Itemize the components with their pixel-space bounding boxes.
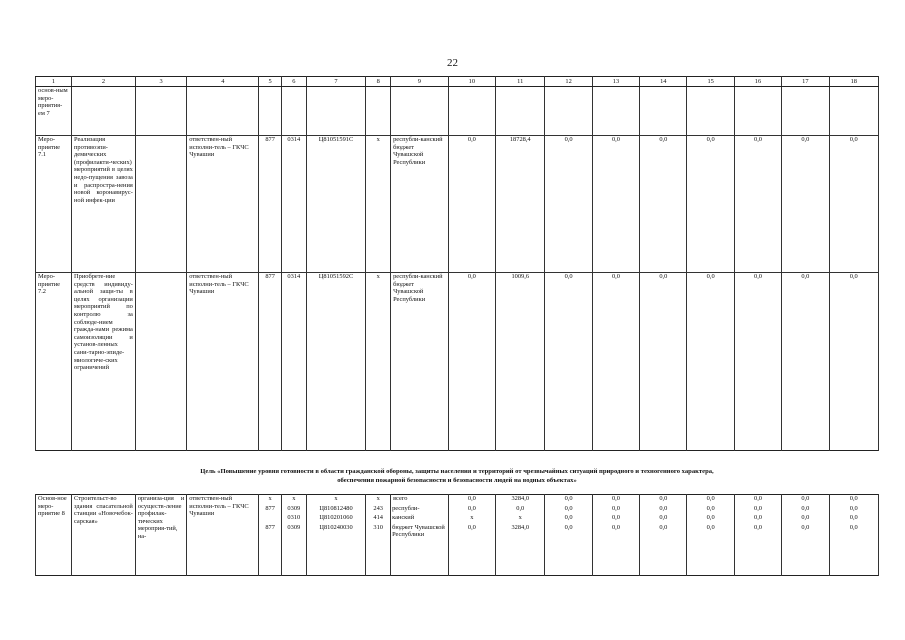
cell-row2-v5: 0,0 [640,273,687,451]
cell-row1-v6: 0,0 [687,136,734,273]
column-header-11: 11 [496,77,545,87]
cell-sub0-v1: 0,0 [448,495,495,505]
cell-sub0-c7: x [306,495,366,505]
cell-sub3-v8: 0,0 [782,524,829,576]
cell-sub0-v6: 0,0 [687,495,734,505]
cell-row1-c3 [135,136,186,273]
cell-row2-c5: 877 [259,273,282,451]
cell-row2-c8: x [366,273,391,451]
cell-sub1-c9: республи- [391,505,449,515]
cell-row2-c2: Приобрете-ние средств индивиду-альной защи-ты в целях организации мероприятий по контролю за соблюде-нием гражда-нами режима самоизоляции и установ-ленных сани-тарно-эпиде-миологиче-ских ограничений [72,273,136,451]
goal-heading [35,467,879,485]
budget-table-top [35,76,879,451]
cell-row2-v1: 0,0 [448,273,495,451]
cell-sub0-c5: x [259,495,282,505]
cell-row1-c7: Ц81051591С [306,136,366,273]
cell-sub0-v2: 3284,0 [496,495,545,505]
cell-sub1-v3: 0,0 [545,505,592,515]
cell-row2-c4: ответствен-ный исполни-тель – ГКЧС Чувашии [187,273,259,451]
cell-row1-v2: 18728,4 [496,136,545,273]
cell-sub1-v6: 0,0 [687,505,734,515]
column-header-14: 14 [640,77,687,87]
cell-row2-c1: Меро-приятие 7.2 [36,273,72,451]
cell-sub1-v5: 0,0 [640,505,687,515]
cell-sub2-v6: 0,0 [687,514,734,524]
cell-row1-c1: Меро-приятие 7.1 [36,136,72,273]
column-header-16: 16 [734,77,781,87]
column-header-4: 4 [187,77,259,87]
cell-sub0-v3: 0,0 [545,495,592,505]
column-header-9: 9 [391,77,449,87]
column-header-8: 8 [366,77,391,87]
table-row [36,136,879,273]
cell-row2-c9: республи-канский бюджет Чувашской Республики [391,273,449,451]
cell-row2-c7: Ц81051592С [306,273,366,451]
column-header-3: 3 [135,77,186,87]
cell-sub3-v5: 0,0 [640,524,687,576]
cell-sub1-c6: 0309 [281,505,306,515]
cell-sub0-v4: 0,0 [592,495,639,505]
cell-row0-c1: основ-ным меро-приятия-ем 7 [36,87,72,136]
cell-sub0-v9: 0,0 [829,495,878,505]
cell-sub0-v5: 0,0 [640,495,687,505]
cell-sub2-v1: x [448,514,495,524]
cell-sub0-c8: x [366,495,391,505]
cell-sub2-v5: 0,0 [640,514,687,524]
cell-sub2-c6: 0310 [281,514,306,524]
cell-sub0-v8: 0,0 [782,495,829,505]
cell-sub2-c8: 414 [366,514,391,524]
cell-sub3-v9: 0,0 [829,524,878,576]
cell-row2-v7: 0,0 [734,273,781,451]
column-header-17: 17 [782,77,829,87]
cell-sub0-c6: x [281,495,306,505]
table-row [36,273,879,451]
column-header-12: 12 [545,77,592,87]
cell-sub1-v2: 0,0 [496,505,545,515]
cell-sub2-v8: 0,0 [782,514,829,524]
cell-row2-v8: 0,0 [782,273,829,451]
cell-row1-c2: Реализация противоэпи-демических (профилакти-ческих) мероприятий в целях недо-пущения завоза и распростра-нения новой коронавирус-ной инфек-ции [72,136,136,273]
cell-row1-v5: 0,0 [640,136,687,273]
cell-sub1-c8: 243 [366,505,391,515]
cell-sub2-c9: канский [391,514,449,524]
cell-sub1-v8: 0,0 [782,505,829,515]
cell-sub3-v1: 0,0 [448,524,495,576]
cell-row3-c2: Строительст-во здания спасательной станции «Новочебок-сарская» [72,495,136,576]
cell-sub0-c9: всего [391,495,449,505]
cell-row2-c6: 0314 [281,273,306,451]
table-row [36,87,879,136]
cell-sub1-v9: 0,0 [829,505,878,515]
column-header-5: 5 [259,77,282,87]
cell-row1-v7: 0,0 [734,136,781,273]
cell-sub3-v3: 0,0 [545,524,592,576]
cell-sub3-v7: 0,0 [734,524,781,576]
cell-sub1-v7: 0,0 [734,505,781,515]
cell-row1-c8: x [366,136,391,273]
column-header-18: 18 [829,77,878,87]
cell-sub1-v1: 0,0 [448,505,495,515]
cell-sub3-c6: 0309 [281,524,306,576]
column-header-2: 2 [72,77,136,87]
cell-row1-v8: 0,0 [782,136,829,273]
cell-row2-v9: 0,0 [829,273,878,451]
cell-sub1-v4: 0,0 [592,505,639,515]
goal-heading-line2: обеспечения пожарной безопасности и безопасности людей на водных объектах» [337,477,577,484]
cell-row2-v3: 0,0 [545,273,592,451]
cell-sub2-c7: Ц810201060 [306,514,366,524]
cell-row1-v9: 0,0 [829,136,878,273]
budget-table-bottom [35,494,879,576]
column-header-10: 10 [448,77,495,87]
cell-sub0-v7: 0,0 [734,495,781,505]
cell-row1-c4: ответствен-ный исполни-тель – ГКЧС Чувашии [187,136,259,273]
cell-sub2-c5 [259,514,282,524]
cell-row1-v4: 0,0 [592,136,639,273]
goal-heading-line1: Цель «Повышение уровня готовности в области гражданской обороны, защиты населения и территорий от чрезвычайных ситуаций природного и техногенного характера, [200,468,714,475]
cell-sub2-v3: 0,0 [545,514,592,524]
cell-sub3-v2: 3284,0 [496,524,545,576]
cell-row3-c1: Основ-ное меро-приятие 8 [36,495,72,576]
cell-row1-v3: 0,0 [545,136,592,273]
cell-row2-v6: 0,0 [687,273,734,451]
cell-sub1-c5: 877 [259,505,282,515]
column-header-6: 6 [281,77,306,87]
cell-row1-c6: 0314 [281,136,306,273]
table-row [36,495,879,505]
cell-row2-v2: 1009,6 [496,273,545,451]
cell-sub3-v4: 0,0 [592,524,639,576]
column-header-1: 1 [36,77,72,87]
cell-sub3-c9: бюджет Чувашской Республики [391,524,449,576]
cell-sub2-v7: 0,0 [734,514,781,524]
cell-row1-c9: республи-канский бюджет Чувашской Республики [391,136,449,273]
cell-sub3-c5: 877 [259,524,282,576]
column-number-header [36,77,879,87]
cell-sub3-c8: 310 [366,524,391,576]
column-header-15: 15 [687,77,734,87]
cell-row1-v1: 0,0 [448,136,495,273]
cell-row2-c3 [135,273,186,451]
cell-row1-c5: 877 [259,136,282,273]
column-header-7: 7 [306,77,366,87]
cell-row3-c4: ответствен-ный исполни-тель – ГКЧС Чувашии [187,495,259,576]
cell-sub3-v6: 0,0 [687,524,734,576]
cell-sub3-c7: Ц810240030 [306,524,366,576]
cell-row2-v4: 0,0 [592,273,639,451]
cell-sub1-c7: Ц810812480 [306,505,366,515]
page-number: 22 [447,57,458,69]
column-header-13: 13 [592,77,639,87]
cell-sub2-v2: x [496,514,545,524]
cell-sub2-v9: 0,0 [829,514,878,524]
cell-sub2-v4: 0,0 [592,514,639,524]
cell-row3-c3: организа-ция и осуществ-ление профилак-тических мероприя-тий, на- [135,495,186,576]
